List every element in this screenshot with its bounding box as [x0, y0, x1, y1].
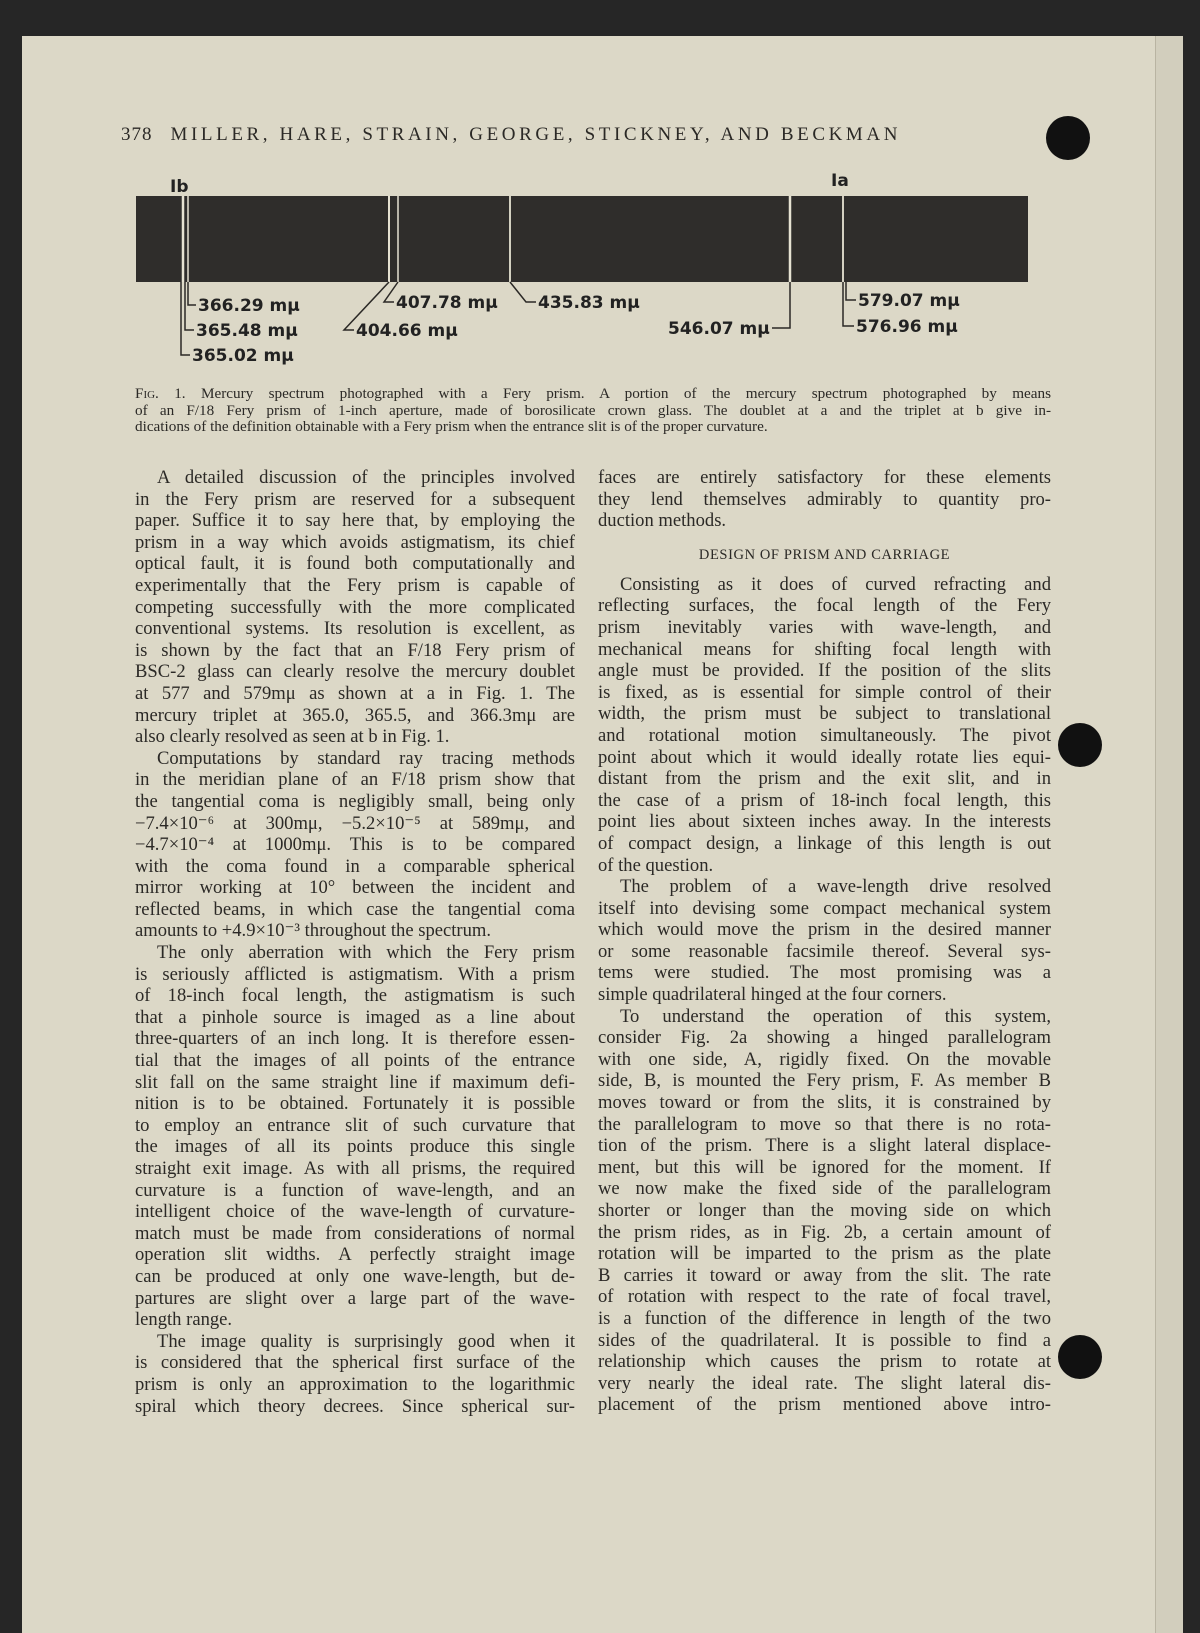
text-line: moves toward or from the slits, it is constrained by — [598, 1092, 1051, 1114]
text-line: prism in a way which avoids astigmatism, its chief — [135, 531, 575, 553]
text-line: that a pinhole source is imaged as a line about — [135, 1006, 575, 1028]
text-line: partures are slight over a large part of the wave- — [135, 1287, 575, 1309]
text-line: width, the prism must be subject to translational — [598, 703, 1051, 725]
spectrum-figure — [0, 0, 1200, 380]
text-line: prism inevitably varies with wave-length, and — [598, 616, 1051, 638]
text-line: A detailed discussion of the principles involved — [157, 467, 575, 488]
text-line: reflected beams, in which case the tangential coma — [135, 898, 575, 920]
text-line: straight exit image. As with all prisms, the required — [135, 1158, 575, 1179]
text-line: tems were studied. The most promising was a — [598, 962, 1051, 984]
text-line: Computations by standard ray tracing methods — [157, 747, 575, 769]
text-line: to employ an entrance slit of such curvature that — [135, 1114, 575, 1136]
text-line: in the meridian plane of an F/18 prism show that — [135, 769, 575, 791]
text-line: mercury triplet at 365.0, 365.5, and 366.3mμ are — [135, 704, 575, 726]
text-line: is fixed, as is essential for simple control of their — [598, 681, 1051, 703]
spectrum-band — [136, 196, 1028, 282]
line-label: 365.48 mμ — [196, 321, 298, 341]
text-line: can be produced at only one wave-length, but de- — [135, 1265, 575, 1287]
text-line: match must be made from considerations of normal — [135, 1222, 575, 1244]
text-line: prism is only an approximation to the logarithmic — [135, 1373, 575, 1395]
text-line: is seriously afflicted is astigmatism. With a prism — [135, 963, 575, 985]
text-line: tial that the images of all points of the entrance — [135, 1050, 575, 1072]
text-line: simple quadrilateral hinged at the four corners. — [598, 984, 947, 1006]
text-line: very nearly the ideal rate. The slight lateral dis- — [598, 1372, 1051, 1394]
text-line: distant from the prism and the exit slit, and in — [598, 768, 1051, 790]
label-ia: Ia — [831, 171, 849, 191]
caption-line — [135, 386, 1051, 403]
caption-line: of an F/18 Fery prism of 1-inch aperture, made of borosilicate crown glass. The doublet at a and the triplet at b give in- — [135, 401, 1051, 419]
text-line: −4.7×10⁻⁴ at 1000mμ. This is to be compared — [135, 834, 575, 856]
text-line: nition is to be obtained. Fortunately it is possible — [135, 1093, 575, 1115]
text-line: the prism rides, as in Fig. 2b, a certain amount of — [598, 1221, 1051, 1243]
text-line: intelligent choice of the wave-length of curvature- — [135, 1201, 575, 1223]
text-line: we now make the fixed side of the parallelogram — [598, 1178, 1051, 1200]
text-line: which would move the prism in the desired manner — [598, 919, 1051, 941]
caption-text: Mercury spectrum photographed with a Fery prism. A portion of the mercury spectrum photographed by means — [200, 385, 1052, 402]
text-line: shorter or longer than the moving side on which — [598, 1200, 1051, 1221]
text-line: itself into devising some compact mechanical system — [598, 897, 1051, 919]
text-line: The only aberration with which the Fery prism — [157, 942, 575, 964]
header-authors: MILLER, HARE, STRAIN, GEORGE, STICKNEY, AND BECKMAN — [170, 124, 902, 145]
text-line: the parallelogram to move so that there is no rota- — [598, 1113, 1051, 1135]
text-line: consider Fig. 2a showing a hinged parallelogram — [598, 1027, 1051, 1049]
text-line: mechanical means for shifting focal length with — [598, 638, 1051, 660]
text-line: conventional systems. Its resolution is excellent, as — [135, 618, 575, 640]
text-line: at 577 and 579mμ as shown at a in Fig. 1. The — [135, 682, 575, 704]
text-line: duction methods. — [598, 510, 727, 532]
text-line: relationship which causes the prism to rotate at — [598, 1351, 1051, 1373]
figure-caption — [135, 386, 1051, 436]
text-line: is a function of the difference in length of the two — [598, 1307, 1051, 1329]
text-line: The problem of a wave-length drive resolved — [620, 876, 1051, 898]
text-line: amounts to +4.9×10⁻³ throughout the spectrum. — [135, 920, 492, 942]
text-line: reflecting surfaces, the focal length of the Fery — [598, 595, 1051, 617]
line-label: 407.78 mμ — [396, 293, 498, 313]
text-line: point lies about sixteen inches away. In the interests — [598, 811, 1051, 833]
text-line: the tangential coma is negligibly small, being only — [135, 790, 575, 812]
line-label: 579.07 mμ — [858, 291, 960, 311]
text-line: with the coma found in a comparable spherical — [135, 855, 575, 877]
binder-hole — [1058, 723, 1102, 767]
text-line: sides of the quadrilateral. It is possible to find a — [598, 1329, 1051, 1351]
section-heading: DESIGN OF PRISM AND CARRIAGE — [698, 546, 951, 563]
text-line: The image quality is surprisingly good when it — [157, 1330, 575, 1352]
text-line: mirror working at 10° between the incident and — [135, 877, 575, 899]
text-line: three-quarters of an inch long. It is therefore essen- — [135, 1028, 575, 1050]
caption-line: dications of the definition obtainable with a Fery prism when the entrance slit is of the proper curvature. — [135, 418, 768, 435]
line-label: 576.96 mμ — [856, 317, 958, 337]
line-label: 546.07 mμ — [668, 319, 770, 339]
text-line: of the question. — [598, 854, 714, 876]
text-line: is considered that the spherical first surface of the — [135, 1352, 575, 1374]
text-line: experimentally that the Fery prism is capable of — [135, 574, 575, 596]
text-line: of 18-inch focal length, the astigmatism is such — [135, 985, 575, 1007]
page-number: 378 — [121, 124, 153, 145]
figure-label: Fig. 1. — [135, 385, 186, 402]
text-line: curvature is a function of wave-length, and an — [135, 1179, 575, 1201]
text-line: ment, but this will be ignored for the moment. If — [598, 1156, 1051, 1178]
text-line: with one side, A, rigidly fixed. On the movable — [598, 1048, 1051, 1070]
text-line: the images of all its points produce this single — [135, 1136, 575, 1158]
line-label: 435.83 mμ — [538, 293, 640, 313]
text-line: Consisting as it does of curved refracting and — [620, 573, 1051, 595]
text-line: tion of the prism. There is a slight lateral displace- — [598, 1135, 1051, 1157]
text-line: spiral which theory decrees. Since spherical sur- — [135, 1395, 575, 1417]
text-line: angle must be provided. If the position of the slits — [598, 660, 1051, 682]
text-line: paper. Suffice it to say here that, by employing the — [135, 510, 575, 532]
text-line: in the Fery prism are reserved for a subsequent — [135, 488, 575, 510]
text-line: and rotational motion simultaneously. The pivot — [598, 724, 1051, 746]
label-ib: Ib — [170, 177, 189, 197]
text-line: the case of a prism of 18-inch focal length, this — [598, 789, 1051, 811]
text-line: of compact design, a linkage of this length is out — [598, 832, 1051, 854]
line-label: 404.66 mμ — [356, 321, 458, 341]
text-line: side, B, is mounted the Fery prism, F. As member B — [598, 1070, 1051, 1092]
line-label: 365.02 mμ — [192, 346, 294, 366]
text-line: slit fall on the same straight line if maximum defi- — [135, 1071, 575, 1093]
right-column — [598, 467, 1051, 1416]
left-column — [135, 467, 575, 1417]
text-line: is shown by the fact that an F/18 Fery prism of — [135, 639, 575, 661]
binder-hole — [1058, 1335, 1102, 1379]
text-line: placement of the prism mentioned above intro- — [598, 1394, 1051, 1416]
text-line: faces are entirely satisfactory for these elements — [598, 467, 1051, 488]
text-line: they lend themselves admirably to quantity pro- — [598, 488, 1051, 510]
text-line: −7.4×10⁻⁶ at 300mμ, −5.2×10⁻⁵ at 589mμ, and — [135, 812, 575, 834]
line-label: 366.29 mμ — [198, 296, 300, 316]
text-line: B carries it toward or away from the slit. The rate — [598, 1264, 1051, 1286]
text-line: To understand the operation of this system, — [620, 1005, 1051, 1027]
text-line: point about which it would ideally rotate lies equi- — [598, 746, 1051, 768]
text-line: BSC-2 glass can clearly resolve the mercury doublet — [135, 661, 575, 683]
text-line: competing successfully with the more complicated — [135, 596, 575, 618]
text-line: of rotation with respect to the rate of focal travel, — [598, 1286, 1051, 1308]
text-line: rotation will be imparted to the prism as the plate — [598, 1243, 1051, 1265]
text-line: optical fault, it is found both computationally and — [135, 553, 575, 575]
text-line: also clearly resolved as seen at b in Fig. 1. — [135, 726, 450, 748]
text-line: operation slit widths. A perfectly straight image — [135, 1244, 575, 1266]
text-line: length range. — [135, 1309, 233, 1331]
text-line: or some reasonable facsimile thereof. Several sys- — [598, 940, 1051, 962]
